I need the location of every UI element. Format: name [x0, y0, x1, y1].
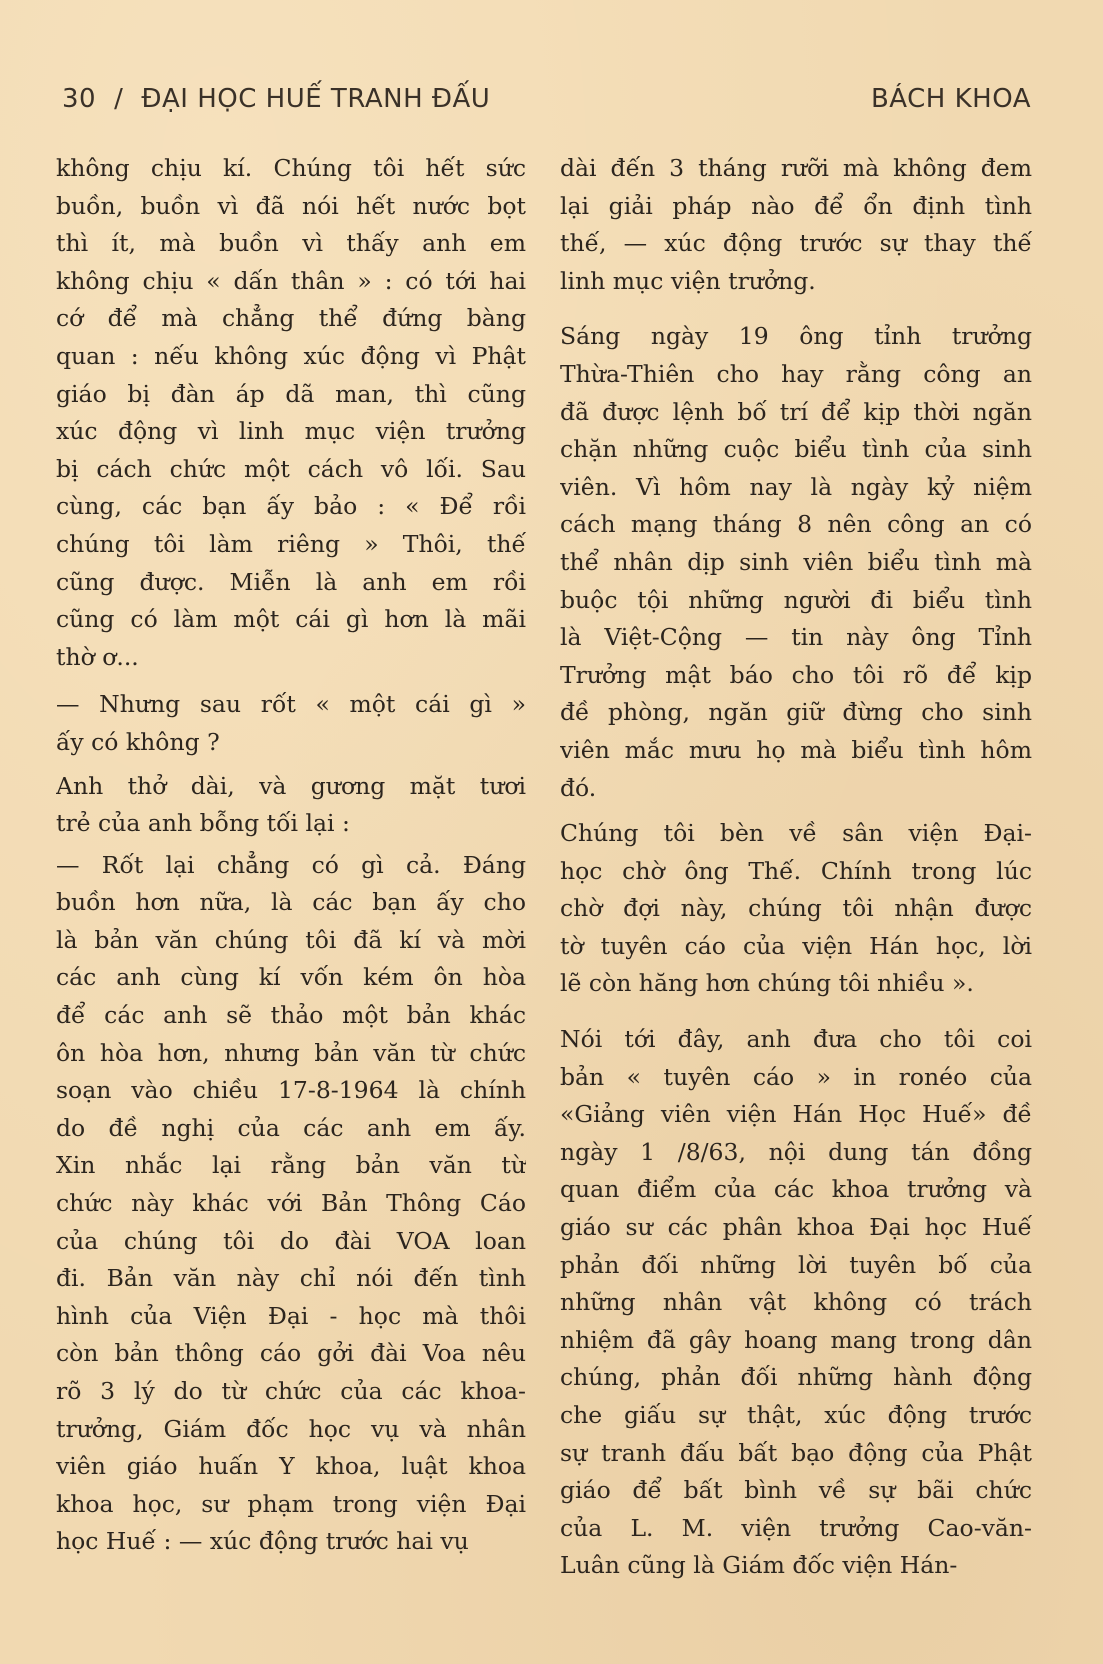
text-line: còn bản thông cáo gởi đài Voa nêu	[56, 1339, 526, 1368]
text-line: Trưởng mật báo cho tôi rõ để kịp	[560, 660, 1032, 689]
header-left	[62, 84, 490, 114]
text-line: sự tranh đấu bất bạo động của Phật	[560, 1438, 1032, 1467]
paragraph	[56, 847, 526, 1561]
text-line: cũng được. Miễn là anh em rồi	[56, 567, 526, 596]
text-line: dài đến 3 tháng rưỡi mà không đem	[560, 154, 1032, 182]
text-line: giáo bị đàn áp dã man, thì cũng	[56, 379, 526, 408]
section-title: ĐẠI HỌC HUẾ TRANH ĐẤU	[141, 84, 491, 114]
text-line: chặn những cuộc biểu tình của sinh	[560, 435, 1032, 464]
paragraph	[56, 768, 526, 843]
paragraph	[560, 318, 1032, 807]
text-line: chúng tôi làm riêng » Thôi, thế	[56, 529, 526, 558]
text-line: thì ít, mà buồn vì thấy anh em	[56, 229, 526, 258]
text-line: Thừa-Thiên cho hay rằng công an	[560, 359, 1032, 388]
text-line: linh mục viện trưởng.	[560, 266, 816, 295]
right-text-column	[560, 150, 1032, 1585]
text-line: cớ để mà chẳng thể đứng bàng	[56, 304, 526, 333]
text-line: chờ đợi này, chúng tôi nhận được	[560, 894, 1032, 923]
publication-name: BÁCH KHOA	[870, 84, 1031, 114]
text-line: phản đối những lời tuyên bố của	[560, 1250, 1032, 1279]
text-line: do đề nghị của các anh em ấy.	[56, 1113, 526, 1142]
paragraph	[560, 150, 1032, 300]
text-line: Anh thở dài, và gương mặt tươi	[56, 771, 526, 800]
text-line: xúc động vì linh mục viện trưởng	[56, 417, 526, 446]
paragraph	[560, 815, 1032, 1003]
text-line: đề phòng, ngăn giữ đừng cho sinh	[560, 698, 1032, 727]
text-line: quan điểm của các khoa trưởng và	[560, 1175, 1032, 1204]
text-line: không chịu « dấn thân » : có tới hai	[56, 266, 526, 295]
paragraph-gap	[560, 300, 1032, 318]
text-line: học chờ ông Thế. Chính trong lúc	[560, 856, 1032, 885]
paragraph-gap	[560, 807, 1032, 815]
paragraph	[56, 150, 526, 676]
text-line: — Rốt lại chẳng có gì cả. Đáng	[56, 850, 526, 879]
text-line: không chịu kí. Chúng tôi hết sức	[56, 154, 526, 182]
text-line: viên mắc mưu họ mà biểu tình hôm	[560, 735, 1032, 764]
text-line: đã được lệnh bố trí để kịp thời ngăn	[560, 397, 1032, 426]
paragraph-gap	[56, 676, 526, 686]
header-separator: /	[114, 84, 124, 114]
text-line: tờ tuyên cáo của viện Hán học, lời	[560, 931, 1032, 960]
text-line: là Việt-Cộng — tin này ông Tỉnh	[560, 623, 1032, 652]
text-line: khoa học, sư phạm trong viện Đại	[56, 1489, 526, 1518]
text-line: thể nhân dịp sinh viên biểu tình mà	[560, 547, 1032, 576]
text-line: bị cách chức một cách vô lối. Sau	[56, 454, 526, 483]
text-line: chúng, phản đối những hành động	[560, 1363, 1032, 1392]
text-line: soạn vào chiều 17-8-1964 là chính	[56, 1076, 526, 1105]
text-line: che giấu sự thật, xúc động trước	[560, 1401, 1032, 1429]
text-line: các anh cùng kí vốn kém ôn hòa	[56, 963, 526, 992]
text-line: đi. Bản văn này chỉ nói đến tình	[56, 1264, 526, 1293]
text-line: cùng, các bạn ấy bảo : « Để rồi	[56, 492, 526, 521]
paragraph	[560, 1021, 1032, 1585]
text-line: Luân cũng là Giám đốc viện Hán-	[560, 1551, 958, 1580]
text-line: thế, — xúc động trước sự thay thế	[560, 229, 1032, 258]
text-line: để các anh sẽ thảo một bản khác	[56, 1001, 526, 1030]
text-line: trưởng, Giám đốc học vụ và nhân	[56, 1414, 526, 1443]
text-line: của L. M. viện trưởng Cao-văn-	[560, 1513, 1032, 1542]
text-line: là bản văn chúng tôi đã kí và mời	[56, 925, 526, 954]
text-line: Xin nhắc lại rằng bản văn từ	[56, 1151, 526, 1180]
text-line: buồn hơn nữa, là các bạn ấy cho	[56, 888, 526, 917]
text-line: lẽ còn hăng hơn chúng tôi nhiều ».	[560, 969, 974, 998]
text-line: Chúng tôi bèn về sân viện Đại-	[560, 819, 1032, 848]
text-line: bản « tuyên cáo » in ronéo của	[560, 1062, 1032, 1091]
running-header	[62, 84, 1031, 124]
text-line: lại giải pháp nào để ổn định tình	[560, 191, 1032, 220]
text-line: hình của Viện Đại - học mà thôi	[56, 1301, 526, 1330]
text-line: giáo để bất bình về sự bãi chức	[560, 1476, 1032, 1505]
text-line: Sáng ngày 19 ông tỉnh trưởng	[560, 322, 1032, 351]
page-number: 30	[62, 84, 97, 114]
text-line: đó.	[560, 773, 597, 802]
text-line: ngày 1 /8/63, nội dung tán đồng	[560, 1137, 1032, 1166]
text-line: viên. Vì hôm nay là ngày kỷ niệm	[560, 472, 1032, 501]
text-line: những nhân vật không có trách	[560, 1288, 1032, 1317]
paragraph	[56, 686, 526, 761]
text-line: rõ 3 lý do từ chức của các khoa-	[56, 1377, 526, 1405]
left-text-column	[56, 150, 526, 1561]
text-line: — Nhưng sau rốt « một cái gì »	[56, 690, 526, 719]
text-line: trẻ của anh bỗng tối lại :	[56, 809, 350, 838]
paragraph-gap	[560, 1003, 1032, 1021]
text-line: «Giảng viên viện Hán Học Huế» đề	[560, 1100, 1032, 1129]
text-line: thờ ơ...	[56, 642, 139, 671]
text-line: của chúng tôi do đài VOA loan	[56, 1226, 526, 1255]
text-line: giáo sư các phân khoa Đại học Huế	[560, 1213, 1032, 1242]
text-line: buộc tội những người đi biểu tình	[560, 585, 1032, 614]
text-line: viên giáo huấn Y khoa, luật khoa	[56, 1452, 526, 1481]
text-line: cũng có làm một cái gì hơn là mãi	[56, 605, 526, 634]
text-line: Nói tới đây, anh đưa cho tôi coi	[560, 1025, 1032, 1054]
text-line: nhiệm đã gây hoang mang trong dân	[560, 1325, 1032, 1354]
text-line: cách mạng tháng 8 nên công an có	[560, 510, 1032, 539]
text-line: buồn, buồn vì đã nói hết nước bọt	[56, 191, 526, 220]
text-line: quan : nếu không xúc động vì Phật	[56, 341, 526, 370]
text-line: học Huế : — xúc động trước hai vụ	[56, 1527, 469, 1556]
text-line: ôn hòa hơn, nhưng bản văn từ chức	[56, 1038, 526, 1067]
text-line: chức này khác với Bản Thông Cáo	[56, 1189, 526, 1218]
text-line: ấy có không ?	[56, 727, 220, 756]
